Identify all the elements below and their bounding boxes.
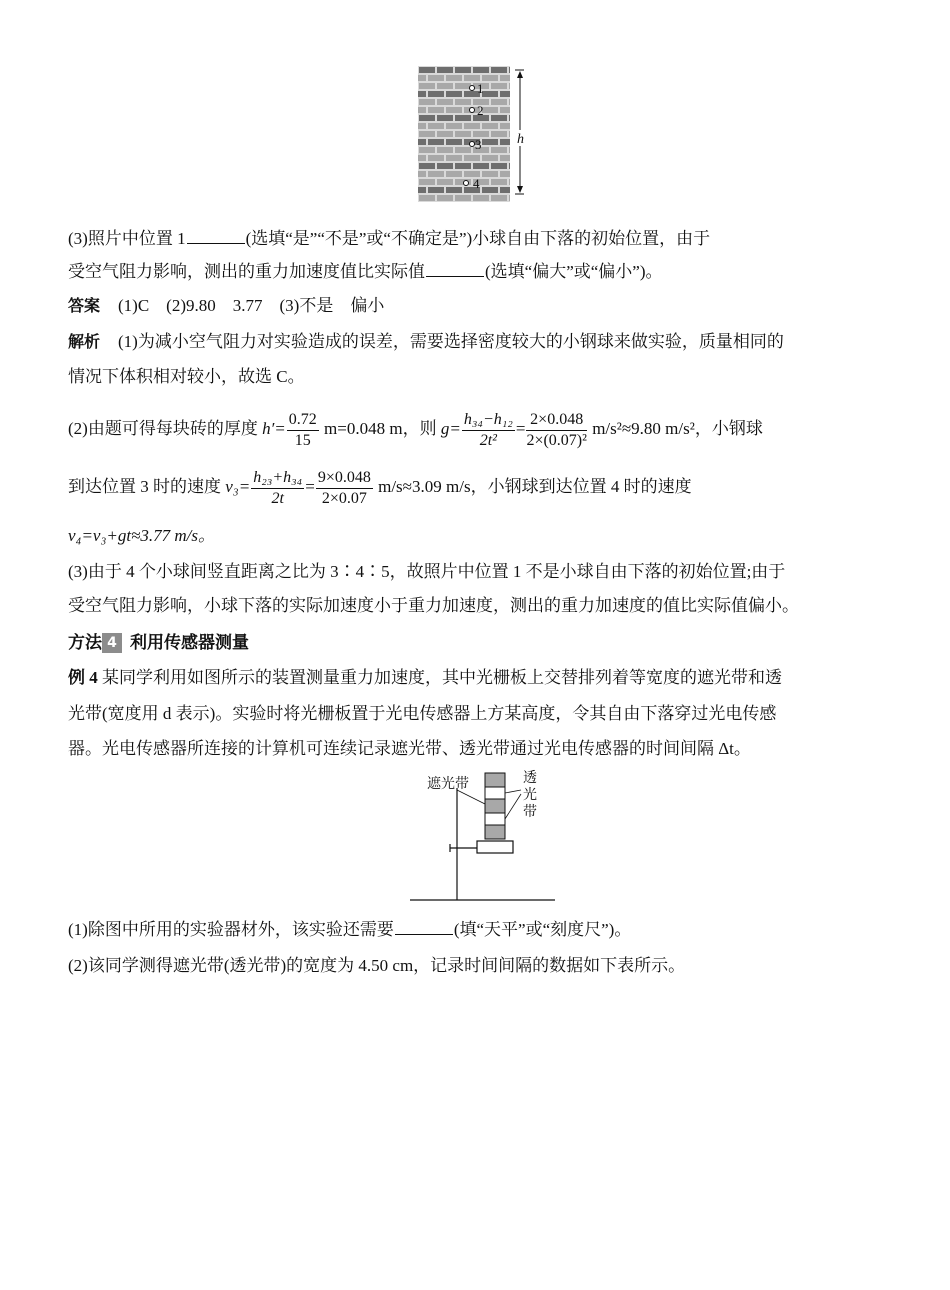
grating-apparatus-figure — [405, 768, 565, 904]
brick — [491, 195, 507, 201]
question-3-line-2: 受空气阻力影响，测出的重力加速度值比实际值 (选填“偏大”或“偏小”)。 — [68, 262, 663, 281]
brick — [455, 115, 471, 121]
brick — [437, 195, 453, 201]
brick — [455, 83, 471, 89]
brick — [482, 91, 498, 97]
brick — [455, 195, 471, 201]
brick — [418, 171, 426, 177]
brick — [419, 83, 435, 89]
brick — [455, 131, 471, 137]
transparent-band-label: 透 — [523, 771, 537, 786]
brick — [446, 171, 462, 177]
brick — [491, 83, 507, 89]
brick — [455, 99, 471, 105]
brick — [500, 91, 510, 97]
brick — [428, 123, 444, 129]
analysis-p2-formula: (2)由题可得每块砖的厚度 h′= $\frac{0.72}{15}$ m=0.048 m，则 g= $\frac{\text{h₃₄−h₁₂}}{\text{2t²}}$ = $\frac{2\times 0.048}{\text{2×(0.07)²}}$ m/s²≈9.80 m/s²，小钢球 — [68, 410, 763, 449]
brick — [437, 83, 453, 89]
transparent-band — [485, 813, 505, 825]
brick-wall-figure — [418, 66, 538, 212]
example-4-line-3: 器。光电传感器所连接的计算机可连续记录遮光带、透光带通过光电传感器的时间间隔 Δt。 — [68, 739, 751, 758]
brick — [419, 131, 435, 137]
brick — [419, 115, 435, 121]
brick — [446, 187, 462, 193]
brick — [419, 99, 435, 105]
brick — [419, 195, 435, 201]
brick — [509, 99, 510, 105]
brick — [418, 107, 426, 113]
brick — [509, 131, 510, 137]
brick — [437, 179, 453, 185]
answer-tag: 答案 — [68, 296, 101, 315]
opaque-band — [485, 799, 505, 813]
brick — [491, 115, 507, 121]
brick — [418, 139, 426, 145]
analysis-p5-line-2: 受空气阻力影响，小球下落的实际加速度小于重力加速度，测出的重力加速度的值比实际值偏小。 — [68, 596, 799, 615]
brick — [428, 75, 444, 81]
brick — [464, 123, 480, 129]
brick — [473, 195, 489, 201]
q4-part-1: (1)除图中所用的实验器材外，该实验还需要 (填“天平”或“刻度尺”)。 — [68, 920, 632, 939]
method-number-badge: 4 — [102, 633, 122, 653]
example-tag: 例 4 — [68, 668, 98, 687]
height-dimension — [515, 70, 528, 194]
brick — [446, 91, 462, 97]
brick — [500, 75, 510, 81]
example-4-line-1: 例 4 某同学利用如图所示的装置测量重力加速度，其中光栅板上交替排列着等宽度的遮光带和透 — [68, 668, 782, 687]
brick — [437, 131, 453, 137]
answer-blank[interactable] — [426, 260, 484, 277]
brick — [428, 187, 444, 193]
brick — [418, 123, 426, 129]
answer-blank[interactable] — [187, 227, 245, 244]
brick — [437, 99, 453, 105]
brick — [500, 139, 510, 145]
brick — [446, 75, 462, 81]
method-heading: 方法 4 利用传感器测量 — [68, 633, 249, 653]
brick — [482, 155, 498, 161]
q4-part-2: (2)该同学测得遮光带(透光带)的宽度为 4.50 cm，记录时间间隔的数据如下表所示。 — [68, 956, 686, 975]
answer-blank[interactable] — [395, 918, 453, 935]
fraction: $\frac{2\times 0.048}{\text{2×(0.07)²}}$ — [526, 410, 587, 449]
brick — [419, 147, 435, 153]
example-4-line-2: 光带(宽度用 d 表示)。实验时将光栅板置于光电传感器上方某高度，令其自由下落穿过光电传感 — [68, 704, 777, 723]
brick — [500, 107, 510, 113]
brick — [500, 155, 510, 161]
analysis-p1-line-2: 情况下体积相对较小，故选 C。 — [68, 367, 305, 386]
brick — [500, 123, 510, 129]
opaque-band-label: 遮光带 — [427, 777, 469, 792]
brick — [482, 139, 498, 145]
brick — [509, 179, 510, 185]
brick — [419, 179, 435, 185]
brick — [446, 123, 462, 129]
brick — [491, 131, 507, 137]
brick — [446, 139, 462, 145]
brick — [491, 163, 507, 169]
brick — [464, 155, 480, 161]
brick — [437, 147, 453, 153]
svg-text:3: 3 — [475, 137, 482, 152]
brick — [509, 147, 510, 153]
brick — [455, 67, 471, 73]
brick — [446, 155, 462, 161]
brick — [491, 147, 507, 153]
brick — [418, 75, 426, 81]
brick — [428, 155, 444, 161]
svg-text:4: 4 — [473, 176, 480, 191]
brick — [509, 163, 510, 169]
brick — [509, 195, 510, 201]
brick — [428, 107, 444, 113]
brick — [482, 171, 498, 177]
brick — [419, 67, 435, 73]
brick — [437, 163, 453, 169]
fraction: $\frac{\text{h₂₃+h₃₄}}{2t}$ — [253, 468, 303, 507]
analysis-p1-line-1: 解析 (1)为减小空气阻力对实验造成的误差，需要选择密度较大的小钢球来做实验，质量相同的 — [68, 332, 784, 351]
brick — [446, 107, 462, 113]
brick — [500, 171, 510, 177]
brick — [509, 115, 510, 121]
svg-text:h: h — [517, 132, 524, 147]
brick — [482, 123, 498, 129]
brick — [455, 147, 471, 153]
brick — [500, 187, 510, 193]
brick — [509, 67, 510, 73]
analysis-tag: 解析 — [68, 332, 101, 351]
analysis-p5-line-1: (3)由于 4 个小球间竖直距离之比为 3∶4∶5，故照片中位置 1 不是小球自由下落的初始位置;由于 — [68, 562, 786, 581]
brick — [419, 163, 435, 169]
brick — [418, 187, 426, 193]
brick — [491, 67, 507, 73]
brick — [437, 115, 453, 121]
photoelectric-sensor — [477, 841, 513, 853]
svg-text:光: 光 — [523, 788, 537, 803]
brick — [455, 163, 471, 169]
brick — [473, 163, 489, 169]
brick — [437, 67, 453, 73]
question-3-line-1: (3)照片中位置 1 (选填“是”“不是”或“不确定是”)小球自由下落的初始位置，由于 — [68, 229, 711, 248]
brick — [418, 155, 426, 161]
brick — [482, 107, 498, 113]
brick — [482, 75, 498, 81]
analysis-p4: v₄=v₃+gt≈3.77 m/s。 — [68, 526, 216, 545]
answer-line: 答案 (1)C (2)9.80 3.77 (3)不是 偏小 — [68, 296, 385, 315]
brick — [482, 187, 498, 193]
brick — [473, 67, 489, 73]
fraction: $\frac{0.72}{15}$ — [288, 410, 317, 449]
fraction: $\frac{9\times 0.048}{2\times 0.07}$ — [317, 468, 371, 507]
svg-text:带: 带 — [523, 805, 537, 820]
svg-text:1: 1 — [477, 81, 484, 96]
brick — [509, 83, 510, 89]
opaque-band — [485, 773, 505, 787]
opaque-band — [485, 825, 505, 839]
brick — [491, 99, 507, 105]
brick — [428, 171, 444, 177]
analysis-p3-formula: 到达位置 3 时的速度 v₃= $\frac{\text{h₂₃+h₃₄}}{2t}$ = $\frac{9\times 0.048}{2\times 0.07}$ m/s≈3.09 m/s，小钢球到达位置 4 时的速度 — [68, 468, 692, 507]
brick — [418, 91, 426, 97]
brick — [428, 91, 444, 97]
fraction: $\frac{\text{h₃₄−h₁₂}}{\text{2t²}}$ — [463, 410, 513, 449]
svg-text:2: 2 — [477, 103, 484, 118]
brick — [491, 179, 507, 185]
transparent-band — [485, 787, 505, 799]
brick — [428, 139, 444, 145]
